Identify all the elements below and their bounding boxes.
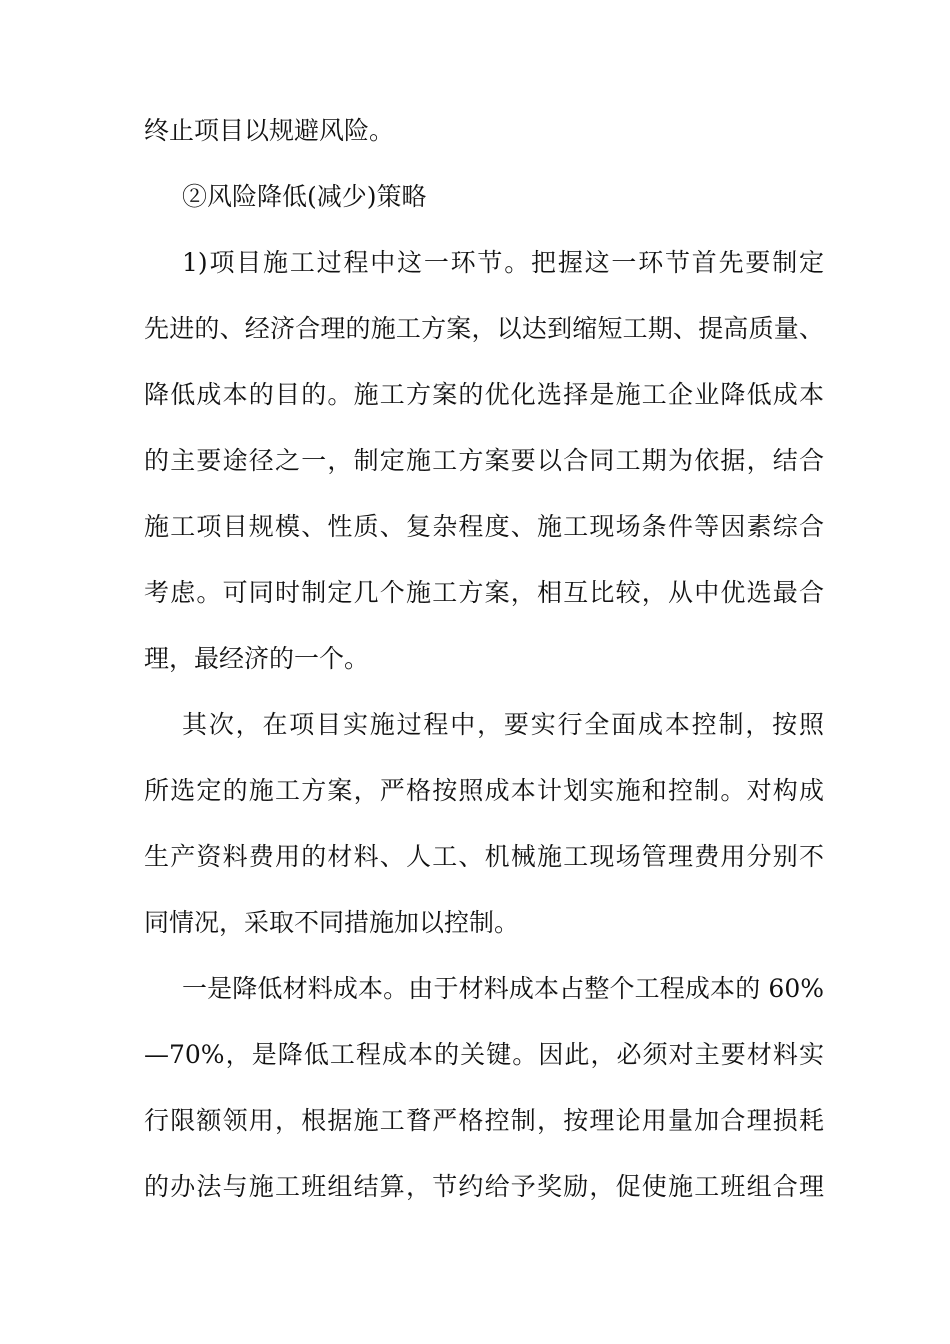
text-line: 所选定的施工方案，严格按照成本计划实施和控制。对构成 — [144, 776, 824, 805]
document-body — [144, 98, 824, 1220]
text-line: 终止项目以规避风险。 — [144, 116, 395, 145]
text-line: 施工项目规模、性质、复杂程度、施工现场条件等因素综合 — [144, 512, 824, 541]
text-line: 行限额领用，根据施工瞀严格控制，按理论用量加合理损耗 — [144, 1106, 824, 1135]
text-line: 一是降低材料成本。由于材料成本占整个工程成本的 60% — [182, 974, 824, 1003]
text-line: 理，最经济的一个。 — [144, 644, 370, 673]
text-line: 的主要途径之一，制定施工方案要以合同工期为依据，结合 — [144, 446, 824, 475]
text-line: 同情况，采取不同措施加以控制。 — [144, 908, 520, 937]
text-line: 生产资料费用的材料、人工、机械施工现场管理费用分别不 — [144, 842, 824, 871]
text-line: —70%，是降低工程成本的关键。因此，必须对主要材料实 — [144, 1040, 824, 1069]
section-heading: ②风险降低(减少)策略 — [182, 182, 427, 211]
text-line: 先进的、经济合理的施工方案，以达到缩短工期、提高质量、 — [144, 314, 824, 343]
text-line: 考虑。可同时制定几个施工方案，相互比较，从中优选最合 — [144, 578, 824, 607]
text-line: 的办法与施工班组结算，节约给予奖励，促使施工班组合理 — [144, 1172, 824, 1201]
text-line: 1)项目施工过程中这一环节。把握这一环节首先要制定 — [182, 248, 824, 277]
text-line: 其次，在项目实施过程中，要实行全面成本控制，按照 — [182, 710, 824, 739]
text-line: 降低成本的目的。施工方案的优化选择是施工企业降低成本 — [144, 380, 824, 409]
